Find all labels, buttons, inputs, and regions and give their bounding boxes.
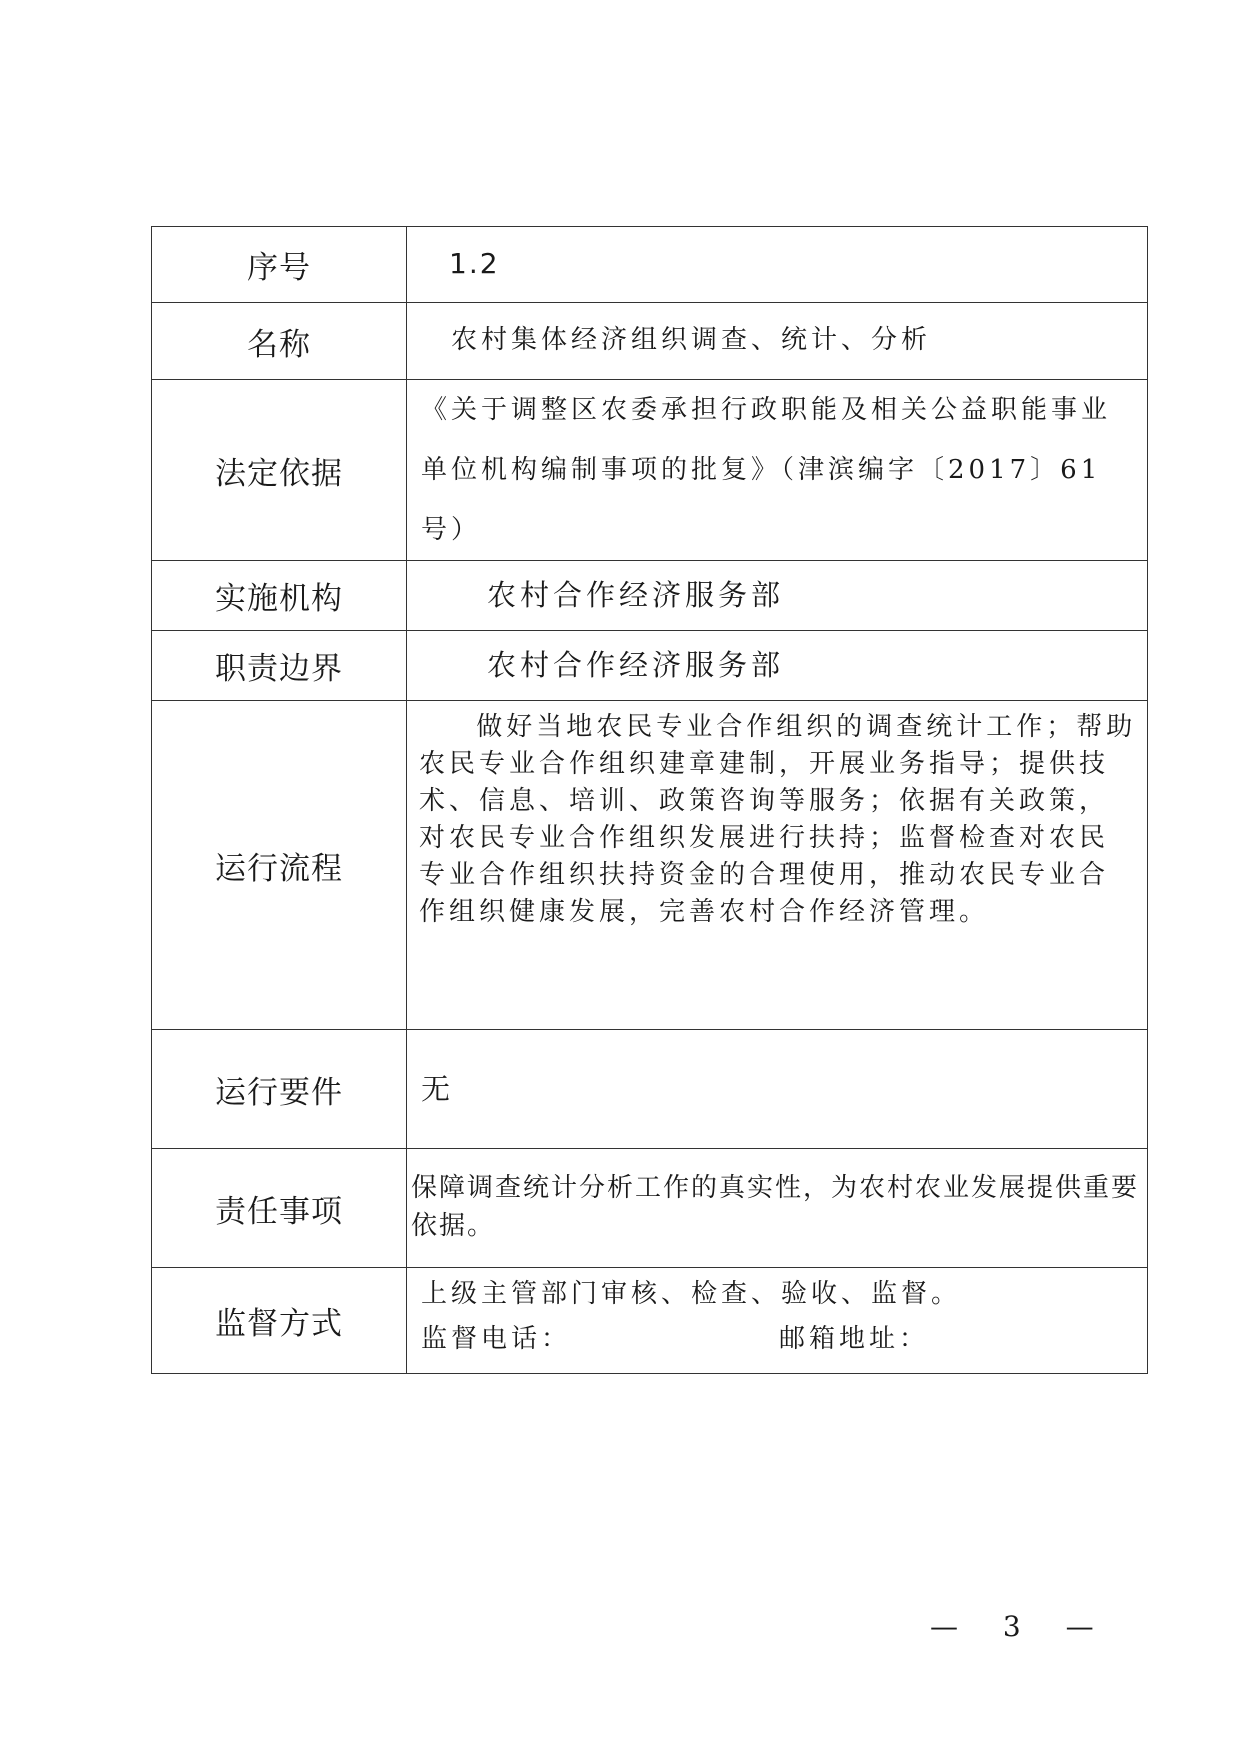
supervision-label: 监督方式 [152,1268,407,1374]
agency-label: 实施机构 [152,561,407,631]
responsibility-label: 责任事项 [152,1149,407,1268]
row-name [152,303,1148,380]
process-value: 做好当地农民专业合作组织的调查统计工作；帮助农民专业合作组织建章建制，开展业务指导；提供技术、信息、培训、政策咨询等服务；依据有关政策，对农民专业合作组织发展进行扶持；监督检查对农民专业合作组织扶持资金的合理使用，推动农民专业合作组织健康发展，完善农村合作经济管理。 [407,701,1148,1030]
page-number: — 3 — [930,1610,1112,1643]
requirements-value: 无 [407,1030,1148,1149]
boundary-value: 农村合作经济服务部 [407,631,1148,701]
name-label: 名称 [152,303,407,380]
supervision-phone-label: 监督电话： [421,1324,572,1354]
row-requirements [152,1030,1148,1149]
seq-value: 1.2 [407,227,1148,303]
duty-table [151,226,1148,1374]
supervision-email-label: 邮箱地址： [779,1324,930,1354]
supervision-value [407,1268,1148,1374]
seq-label: 序号 [152,227,407,303]
supervision-contact-line [421,1317,1147,1362]
row-agency [152,561,1148,631]
row-supervision [152,1268,1148,1374]
responsibility-value: 保障调查统计分析工作的真实性，为农村农业发展提供重要依据。 [407,1149,1148,1268]
row-process [152,701,1148,1030]
row-boundary [152,631,1148,701]
legal-basis-label: 法定依据 [152,380,407,561]
legal-basis-value: 《关于调整区农委承担行政职能及相关公益职能事业单位机构编制事项的批复》（津滨编字〔2017〕61 号） [407,380,1148,561]
boundary-label: 职责边界 [152,631,407,701]
agency-value: 农村合作经济服务部 [407,561,1148,631]
supervision-line1: 上级主管部门审核、检查、验收、监督。 [421,1279,962,1309]
name-value: 农村集体经济组织调查、统计、分析 [407,303,1148,380]
process-label: 运行流程 [152,701,407,1030]
row-legal-basis [152,380,1148,561]
requirements-label: 运行要件 [152,1030,407,1149]
row-seq [152,227,1148,303]
row-responsibility [152,1149,1148,1268]
